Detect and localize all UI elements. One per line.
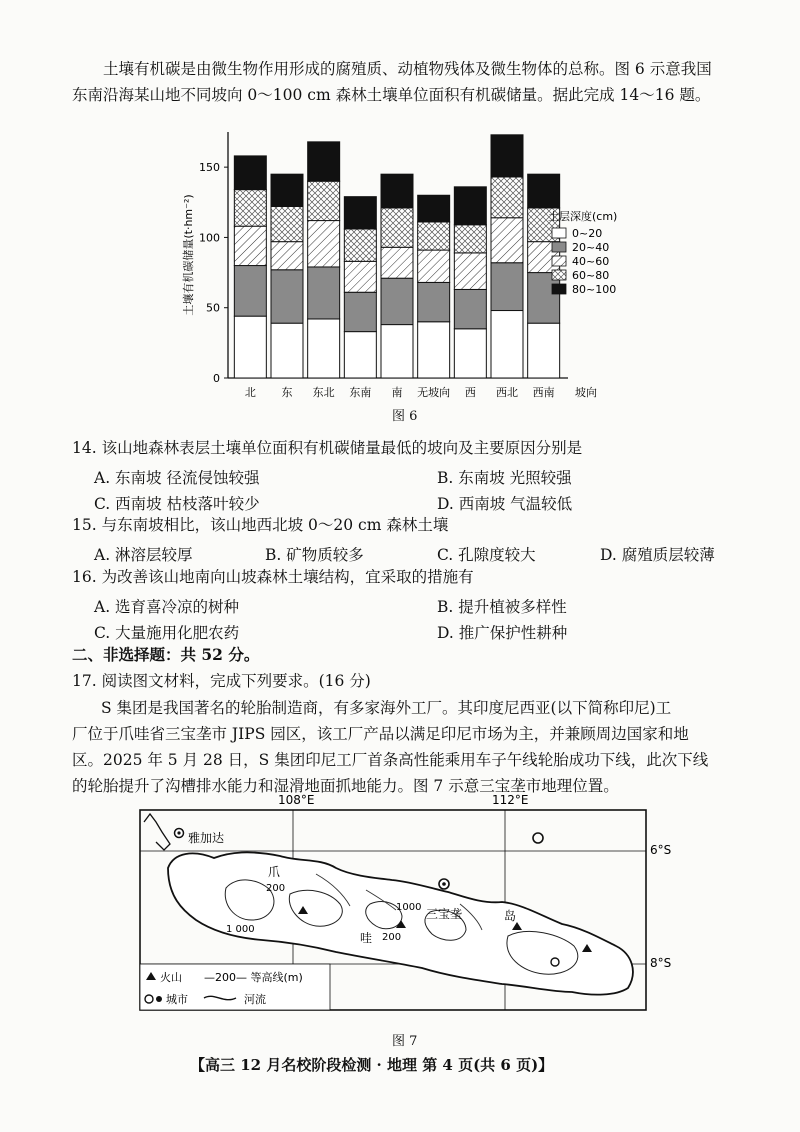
bar-segment (381, 278, 413, 324)
legend-swatch (552, 284, 566, 294)
q16-stem: 16. 为改善该山地南向山坡森林土壤结构，宜采取的措施有 (72, 568, 474, 586)
legend-swatch (552, 270, 566, 280)
bar-segment (418, 250, 450, 282)
bar-segment (491, 218, 523, 263)
bar-segment (234, 156, 266, 190)
longitude-112-label: 112°E (492, 793, 529, 807)
map-legend (140, 964, 330, 1010)
legend-city: 城市 (166, 993, 188, 1006)
q15-option-a: A. 淋溶层较厚 (94, 546, 193, 564)
legend-river: 河流 (244, 993, 266, 1006)
bar-segment (271, 174, 303, 206)
contour-label-1000-west: 1 000 (226, 924, 255, 935)
legend-entry: 20~40 (572, 241, 610, 254)
java-map (130, 792, 690, 1020)
x-tick-label: 东 (281, 386, 293, 399)
contour-label-200-central: 200 (382, 932, 402, 943)
bar-segment (271, 323, 303, 378)
legend-entry: 80~100 (572, 283, 617, 296)
bar-segment (234, 226, 266, 265)
x-tick-label: 东北 (312, 386, 335, 399)
y-tick-label: 50 (206, 301, 220, 315)
island-ring-icon (533, 833, 543, 843)
contour-label-200-west: 200 (266, 883, 286, 894)
intro-line-2: 东南沿海某山地不同坡向 0～100 cm 森林土壤单位面积有机碳储量。据此完成 14～16 题。 (72, 86, 711, 104)
q16-option-d: D. 推广保护性耕种 (437, 624, 568, 642)
q17-para-3: 区。2025 年 5 月 28 日，S 集团印尼工厂首条高性能乘用车子午线轮胎成功下线，此次下线 (72, 751, 709, 769)
bar-segment (528, 174, 560, 208)
bar-segment (418, 322, 450, 378)
sumatra-coast (144, 814, 170, 850)
bar-segment (381, 247, 413, 278)
q16-option-b: B. 提升植被多样性 (437, 598, 567, 616)
x-tick-label: 西北 (496, 386, 518, 399)
label-wa: 哇 (360, 931, 373, 945)
y-tick-label: 150 (199, 161, 220, 175)
longitude-108-label: 108°E (278, 793, 315, 807)
x-tick-label: 南 (391, 386, 403, 399)
place-jakarta: 雅加达 (188, 831, 225, 845)
city-surabaya-icon (551, 958, 559, 966)
legend-contour: —200— 等高线(m) (204, 971, 303, 984)
bar-segment (491, 263, 523, 311)
bar-segment (344, 292, 376, 331)
bar-segment (308, 267, 340, 319)
label-dao: 岛 (504, 909, 517, 923)
contour-label-1000-central: 1000 (396, 902, 422, 913)
bar-segment (491, 311, 523, 378)
bar-segment (491, 135, 523, 177)
bar-segment (271, 270, 303, 323)
q17-stem: 17. 阅读图文材料，完成下列要求。(16 分) (72, 672, 371, 690)
bar-segment (344, 332, 376, 378)
x-tick-label: 北 (244, 386, 256, 399)
legend-volcano: 火山 (160, 971, 182, 984)
bar-segment (381, 208, 413, 247)
bar-segment (418, 222, 450, 250)
legend-swatch (552, 228, 566, 238)
legend-title: 土层深度(cm) (548, 210, 618, 223)
page-footer: 【高三 12 月名校阶段检测 · 地理 第 4 页(共 6 页)】 (190, 1056, 554, 1074)
bar-segment (418, 282, 450, 321)
latitude-6s-label: 6°S (650, 843, 672, 857)
bar-segment (344, 261, 376, 292)
q16-option-a: A. 选育喜冷凉的树种 (94, 598, 240, 616)
q14-option-b: B. 东南坡 光照较强 (437, 469, 572, 487)
q14-option-c: C. 西南坡 枯枝落叶较少 (94, 495, 260, 513)
q15-option-b: B. 矿物质较多 (265, 546, 364, 564)
bar-segment (418, 195, 450, 222)
bar-segment (271, 207, 303, 242)
bar-segment (454, 253, 486, 290)
bar-segment (454, 187, 486, 225)
y-tick-label: 100 (199, 231, 220, 245)
q17-para-4: 的轮胎提升了沟槽排水能力和湿滑地面抓地能力。图 7 示意三宝垄市地理位置。 (72, 777, 619, 795)
bar-segment (308, 181, 340, 220)
x-axis-label: 坡向 (575, 386, 597, 399)
q16-option-c: C. 大量施用化肥农药 (94, 624, 240, 642)
legend-swatch (552, 242, 566, 252)
q15-stem: 15. 与东南坡相比，该山地西北坡 0～20 cm 森林土壤 (72, 516, 449, 534)
bar-segment (381, 174, 413, 208)
legend-entry: 60~80 (572, 269, 610, 282)
figure-6-caption: 图 6 (392, 409, 418, 424)
q15-option-d: D. 腐殖质层较薄 (600, 546, 715, 564)
place-semarang: 三宝垄 (426, 907, 463, 921)
bar-segment (344, 197, 376, 229)
x-tick-label: 东南 (349, 386, 372, 399)
latitude-8s-label: 8°S (650, 956, 672, 970)
bar-segment (234, 190, 266, 227)
y-axis-label: 土壤有机碳储量(t·hm⁻²) (182, 194, 195, 316)
label-zhao: 爪 (268, 865, 281, 879)
bar-segment (271, 242, 303, 270)
q17-para-1: S 集团是我国著名的轮胎制造商，有多家海外工厂。其印度尼西亚(以下简称印尼)工 (101, 699, 672, 717)
legend-swatch (552, 256, 566, 266)
legend-entry: 0~20 (572, 227, 603, 240)
x-tick-label: 西南 (532, 386, 555, 399)
bar-segment (381, 325, 413, 378)
q14-option-a: A. 东南坡 径流侵蚀较强 (94, 469, 260, 487)
legend-entry: 40~60 (572, 255, 610, 268)
q14-option-d: D. 西南坡 气温较低 (437, 495, 573, 513)
bar-segment (454, 225, 486, 253)
bar-segment (528, 323, 560, 378)
bar-segment (234, 316, 266, 378)
bar-segment (234, 266, 266, 317)
bar-segment (308, 319, 340, 378)
q15-option-c: C. 孔隙度较大 (437, 546, 536, 564)
x-tick-label: 无坡向 (417, 386, 451, 399)
q14-stem: 14. 该山地森林表层土壤单位面积有机碳储量最低的坡向及主要原因分别是 (72, 439, 583, 457)
section-2-heading: 二、非选择题：共 52 分。 (72, 645, 260, 664)
figure-7-caption: 图 7 (392, 1034, 418, 1049)
intro-line-1: 土壤有机碳是由微生物作用形成的腐殖质、动植物残体及微生物体的总称。图 6 示意我国 (103, 60, 712, 78)
x-tick-label: 西 (464, 386, 476, 399)
legend-city-icon (145, 995, 153, 1003)
soil-carbon-chart (180, 112, 630, 437)
bar-segment (308, 221, 340, 267)
bar-segment (454, 329, 486, 378)
q17-para-2: 厂位于爪哇省三宝垄市 JIPS 园区，该工厂产品以满足印尼市场为主，并兼顾周边国家和地 (72, 725, 689, 743)
y-tick-label: 0 (213, 372, 220, 385)
bar-segment (344, 229, 376, 261)
bar-segment (454, 289, 486, 328)
bar-segment (308, 142, 340, 181)
bar-segment (491, 177, 523, 218)
